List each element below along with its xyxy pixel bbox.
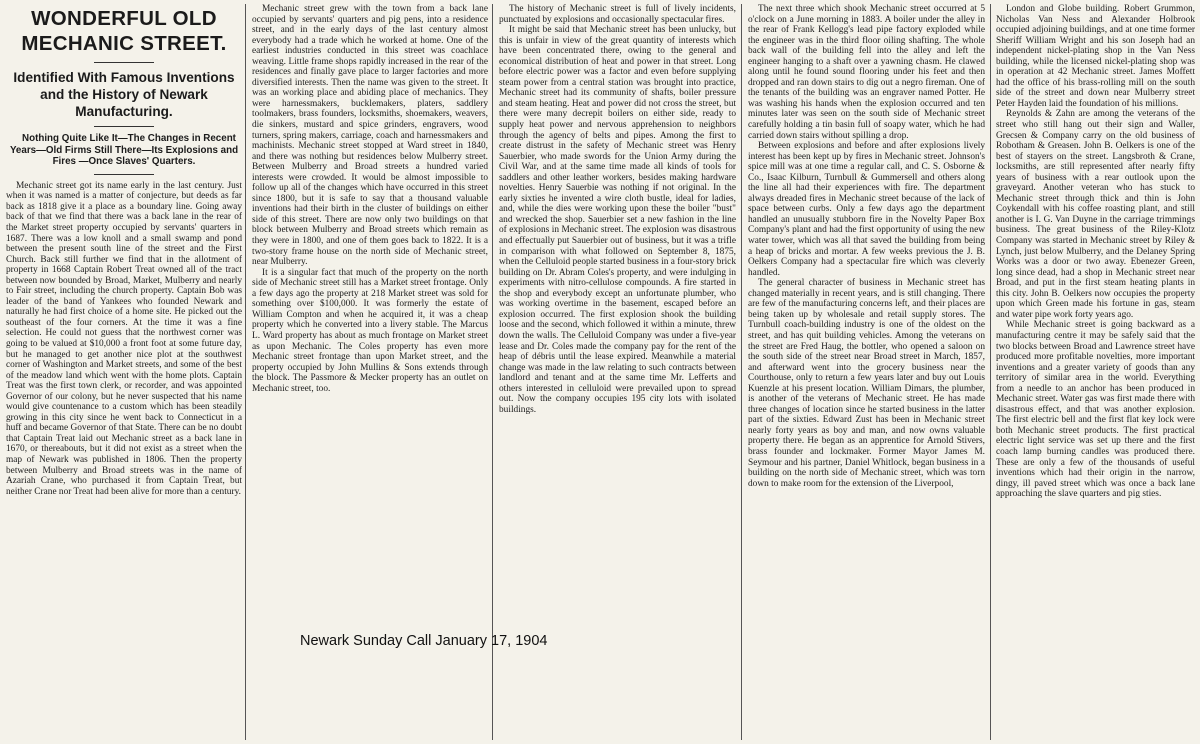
column-3-body — [499, 4, 736, 415]
article-paragraph: Between explosions and before and after explosions lively interest has been kept up by fires in Mechanic street. Johnson's spice mill was at one time a regular call, and C. S. Osborne & Co., Isaac Kilburn, Turnbull & Gummersell and others along the line all had their experiences with fire. The department always dreaded fires in Mechanic street because of the lack of space between curbs. Only a few days ago the department handled an unusually stubborn fire in the Novelty Paper Box Company's plant and had the first opportunity of using the new water tower, which was all that saved the building from being a heap of bricks and mortar. A few weeks previous the J. B. Oelkers Company had a spectacular fire which was cleverly handled. — [748, 141, 985, 278]
column-rule — [990, 4, 991, 740]
headline-divider — [94, 126, 154, 127]
article-subhead: Identified With Famous Inventions and the History of Newark Manufacturing. — [13, 70, 235, 119]
column-1-body — [6, 181, 242, 497]
column-5-body — [996, 4, 1195, 500]
article-paragraph: Mechanic street grew with the town from a back lane occupied by servants' quarters and pig pens, into a residence street, and in the early days of the last century almost everybody had a trade which he worked at home. One of the earliest industries conducted in this street was coachlace weaving. Little frame shops rapidly increased in the rear of the residences and finally gave place to larger factories and more diversified interests. Then the name was given to the street. It was an working place and abiding place of mechanics. They were harnessmakers, bucklemakers, platers, saddlery toolmakers, brass founders, locksmiths, shoemakers, weavers, die sinkers, mustard and spice grinders, engravers, wood turners, spring makers, carriage, coach and harnessmakers and machinists. Mechanic street stopped at Ward street in 1840, and there was nothing but residences below Mulberry street. Between Mulberry and Broad streets a hundred varied interests were crowded. It would be almost impossible to follow up all of the changes which have occurred in this street since 1800, but it is safe to say that a thousand valuable inventions had their birth in the cluster of buildings on either side of this street. There are now only two buildings on that block between Mulberry and Broad streets which remain as they were in 1800, and one of them goes back to 1822. It is a two-story frame house on the north side of Mechanic street, near Mulberry. — [252, 4, 488, 268]
article-paragraph: Reynolds & Zahn are among the veterans of the street who still hang out their sign and Waller, Grecsen & Company carry on the old business of Robotham & Greasen. John B. Oelkers is one of the best of stayers on the street. Langsbroth & Crane, locksmiths, are still represented after nearly fifty years of business with a rear outlook upon the graveyard. Another veteran who has stuck to Mechanic street through thick and thin is John Coykendall with his coffee roasting plant, and still another is I. G. Van Duyne in the carriage trimmings business. The great business of the Riley-Klotz Company was started in Mechanic street by Riley & Lynch, just below Mulberry, and the Delaney Spring Works was a door or two away. Ebenezer Green, long since dead, had a shop in Mechanic street near Broad, and put in the first steam heating plants in this city. John B. Oelkers now occupies the property upon which Green made his fortune in gas, steam and water pipe work forty years ago. — [996, 109, 1195, 320]
article-paragraph: The general character of business in Mechanic street has changed materially in recent years, and is still changing. There are few of the manufacturing concerns left, and their places are being taken up by wholesale and retail supply stores. The Turnbull coach-building industry is one of the oldest on the street, and has quit building vehicles. Among the veterans on the street are Fred Haug, the bottler, who opened a saloon on the south side of the street near Broad street in March, 1857, and afterward went into the grocery business near the Courthouse, only to return a few years later and buy out Louis Kuenzle at his present location. William Dimars, the plumber, is another of the veterans of Mechanic street. He has made three changes of location since he started business in the latter part of the sixties. Edward Zust has been in Mechanic street nearly forty years as boy and man, and now owns valuable property there. He began as an apprentice for Arnold Stivers, brass founder and lockmaker. Former Mayor James M. Seymour and his partner, Daniel Whitlock, began business in a building on the north side of Mechanic street, which was torn down to make room for the extension of the Liverpool, — [748, 278, 985, 489]
column-2-body — [252, 4, 488, 394]
column-4 — [748, 4, 985, 742]
article-paragraph: It is a singular fact that much of the property on the north side of Mechanic street still has a Market street frontage. Only a few days ago the property at 218 Market street was sold for something over $100,000. It was formerly the estate of William Compton and when he acquired it, it was a cheap property which he converted into a livery stable. The Marcus L. Ward property has about as much frontage on Market street as upon Mechanic. The Coles property has even more Mechanic street frontage than upon Market street, and the property occupied by John Mullins & Sons extends through the block. The Passmore & Mecker property has an outlet on Mechanic street, too. — [252, 267, 488, 394]
article-title: WONDERFUL OLD MECHANIC STREET. — [21, 7, 227, 55]
article-paragraph: London and Globe building. Robert Grummon, Nicholas Van Ness and Alexander Holbrook occupied adjoining buildings, and at one time former Sheriff William Wright and his son Joseph had an independent nickel-plating shop in the Van Ness building, while the licensed nickel-plating shop was in operation at 42 Mechanic street. James Moffett had the office of his brass-rolling mill on the south side of the street and down near Mulberry street Peter Hayden laid the foundation of his millions. — [996, 4, 1195, 109]
article-paragraph: It might be said that Mechanic street has been unlucky, but this is unfair in view of the great quantity of interests which have been concentrated there, owing to the general and economical distribution of heat and power in that street. Long before electric power was a factor and even before supplying steam power from a central station was brought into practice, Mechanic street had its community of shafts, boiler pressure and steam heating. Heat and power did not cross the street, but there were many decrepit boilers on either side, ready to supply heat power and nervous apprehension to neighbors through the agency of belts and pipes. Among the first to create distrust in the safety of Mechanic street was Henry Sauerbier, who made swords for the Union Army during the Civil War, and at the same time made all kinds of tools for saddlers and other leather workers, besides making hardware novelties. Henry Sauerbie was nothing if not original. In the early sixties he invented a wire cloth bustle, ideal for ladies, and, while the dies were working upon these the boiler "bust" and wrecked the shop. Sauerbier set a new fashion in the line of explosions in Mechanic street. The explosion was disastrous and effectually put Sauerbier out of business, but it was a trifle in comparison with what followed on September 8, 1875, when the Celluloid people started business in a four-story brick building on Dr. Abram Coles's property, and were indulging in experiments with nitro-cellulose compounds. A fire started in the shop and everybody except an unfortunate plumber, who was working overtime in the basement, escaped before an explosion occurred. The first explosion shook the building loose and the second, which followed it within a minute, threw down the walls. The Celluloid Company was under a five-year lease and Dr. Coles made the company pay for the rent of the heap of débris until the lease expired. Meanwhile a material change was made in the law relating to such contracts between landlord and tenant and at the same time Mr. Lefferts and others interested in celluloid were prevailed upon to spread out. Now the company occupies 195 city lots with isolated buildings. — [499, 25, 736, 415]
article-paragraph: While Mechanic street is going backward as a manufacturing centre it may be safely said that the two blocks between Broad and Lawrence street have produced more profitable novelties, more important inventions and a greater variety of goods than any territory of similar area in the world. Everything from a needle to an anchor has been produced in Mechanic street. Water gas was first made there with disastrous effect, and that was another explosion. The first electric bell and the first flat key lock were both Mechanic street products. The first practical electric light service was set up there and the first coach lamp burning candles was produced there. These are only a few of the thousands of useful inventions which had their origin in the narrow, dingy, ill paved street which was once a back lane approaching the slave quarters and pig sties. — [996, 320, 1195, 500]
column-rule — [245, 4, 246, 740]
column-2 — [252, 4, 488, 560]
source-caption: Newark Sunday Call January 17, 1904 — [300, 633, 548, 649]
column-5 — [996, 4, 1195, 742]
column-1 — [6, 4, 242, 742]
column-4-body — [748, 4, 985, 489]
headline-divider — [94, 62, 154, 63]
article-paragraph: The history of Mechanic street is full of lively incidents, punctuated by explosions and occasionally spectacular fires. — [499, 4, 736, 25]
headline-divider — [94, 174, 154, 175]
article-deck: Nothing Quite Like It—The Changes in Recent Years—Old Firms Still There—Its Explosions and Fires —Once Slaves' Quarters. — [9, 133, 239, 168]
column-3 — [499, 4, 736, 560]
column-rule — [741, 4, 742, 740]
article-paragraph: Mechanic street got its name early in the last century. Just when it was named is a matter of conjecture, but deeds as far back as 1818 give it a place as a boundary line. Going away back of that we find that there was a back lane in the rear of the Market street property occupied by servants' quarters in 1687. There was a low knoll and a small swamp and pond between the present south line of the street and the First Church. Back still further we find that in the allotment of property in 1668 Captain Robert Treat owned all of the tract between now bounded by Broad, Market, Mulberry and nearly to Fair street, including the church property. Captain Bob was leader of the band of Yankees who founded Newark and naturally he had first choice of a home site. He picked out the southeast of the four corners. At the time it was a fine selection. He could not guess that the northwest corner was going to be valued at $10,000 a front foot at some future day, but he managed to get another nice plot at the southwest corner of Washington and Market streets, and some of the best of the meadow land which went with the home plots. Captain Treat was the first town clerk, or recorder, and was appointed Governor of our colony, but he never suspected that his name would give countenance to a custom which has been steadily growing in this city since he went back to Connecticut in a huff and became Governor of that State. There can be no doubt that Captain Treat laid out Mechanic street as a back lane in 1670, or thereabouts, but it did not exist as a street when the map of Newark was published in 1806. Then the property between Mulberry and Broad streets was in the name of Azariah Crane, who purchased it from Captain Treat, but neither Crane nor Treat had been alive for more than a century. — [6, 180, 242, 497]
column-rule — [492, 4, 493, 740]
article-paragraph: The next three which shook Mechanic street occurred at 5 o'clock on a June morning in 1883. A boiler under the alley in the rear of Frank Kellogg's lead pipe factory exploded while the engineer was in the third floor oiling shafting. The whole back wall of the building fell into the alley and left the engineer hanging to a shaft over a yawning chasm. He clawed along until he found sound flooring under his feet and then dropped and ran down stairs to dig out a negro fireman. One of the tenants of the building was an engraver named Potter. He was washing his hands when the explosion occurred and ten minutes later was seen on the south side of Mechanic street carefully holding a tin basin full of soapy water, which he had carried down stairs without spilling a drop. — [748, 4, 985, 141]
